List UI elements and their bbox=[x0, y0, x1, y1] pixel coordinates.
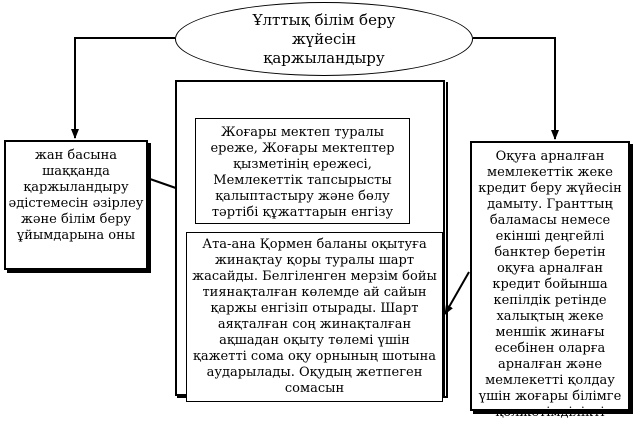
center-frame-shadow-right bbox=[446, 82, 448, 398]
left-box: жан басына шаққанда қаржыландыру әдістемесін әзірлеу және білім беру ұйымдарына оны bbox=[4, 140, 148, 270]
top-inner-box: Жоғары мектеп туралы ереже, Жоғары мектептер қызметінің ережесі, Мемлекеттік тапсырысты қалыптастыру және бөлу тәртібі құжаттарын енгізу bbox=[195, 118, 410, 224]
bottom-inner-box: Ата-ана Қормен баланы оқытуға жинақтау қоры туралы шарт жасайды. Белгіленген мерзім бойы тиянақталған көлемде ай сайын қаржы енгізіп отырады. Шарт аяқталған соң жинақталған ақшадан оқыту төлемі үшін қажетті сома оқу орнының шотына аударылады. Оқудың жетпеген сомасын bbox=[186, 232, 443, 402]
right-box: Оқуға арналған мемлекеттік жеке кредит беру жүйесін дамыту. Гранттың баламасы немесе екінші деңгейлі банктер беретін оқуға арналған кредит бойынша кепілдік ретінде халықтың жеке меншік жинағы есебінен оларға арналған және мемлекетті қолдау үшін жоғары білімге қолжетімділікті bbox=[470, 141, 630, 411]
connector-right bbox=[473, 38, 555, 139]
diagram-title: Ұлттық білім беру жүйесін қаржыландыру bbox=[252, 10, 396, 67]
connector-left bbox=[75, 38, 175, 138]
title-ellipse bbox=[175, 2, 473, 76]
arrow-right-to-bottom-box bbox=[445, 272, 469, 314]
